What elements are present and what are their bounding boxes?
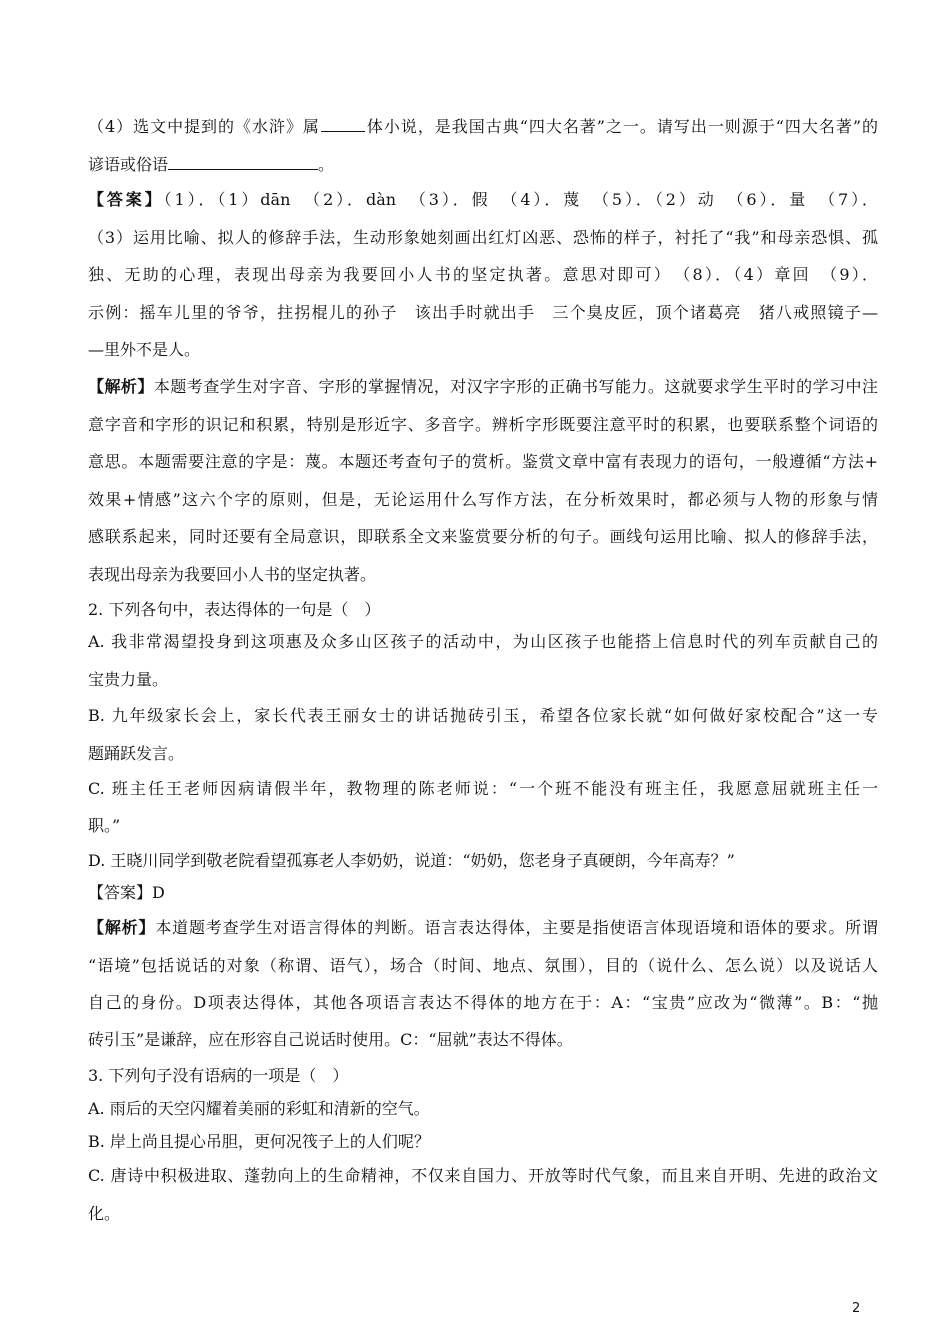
q2-option-b-line2: 题踊跃发言。: [88, 744, 185, 763]
fill-blank: [321, 131, 365, 132]
answer2: 【答案】D: [88, 883, 165, 902]
q3-stem: 3. 下列句子没有语病的一项是（ ）: [88, 1066, 349, 1085]
analysis1-line1: [88, 377, 878, 397]
analysis1-line3: 意思。本题需要注意的字是：蔑。本题还考查句子的赏析。鉴赏文章中富有表现力的语句，一般遵循“方法+: [88, 452, 878, 471]
q1-part4-line1: [88, 117, 878, 137]
answer1-line3: 独、无助的心理，表现出母亲为我要回小人书的坚定执著。意思对即可） （8）．（4）章回 （9）．: [88, 265, 878, 284]
analysis1-text: 本题考查学生对字音、字形的掌握情况，对汉字字形的正确书写能力。这就要求学生平时的学习中注: [153, 377, 878, 396]
answer1-line5: —里外不是人。: [88, 340, 201, 359]
q1-part4-text-b: 体小说，是我国古典“四大名著”之一。请写出一则源于“四大名著”的: [365, 117, 878, 136]
analysis-tag: 【解析】: [88, 377, 154, 396]
analysis1-line6: 表现出母亲为我要回小人书的坚定执著。: [88, 565, 377, 584]
q1-part4-text-d: 。: [318, 155, 335, 174]
fill-blank: [168, 169, 318, 170]
q2-option-a-line1: A. 我非常渴望投身到这项惠及众多山区孩子的活动中，为山区孩子也能搭上信息时代的列车贡献自己的: [88, 632, 878, 651]
answer1-text: （1）．（1）dān （2）．dàn （3）．假 （4）．蔑 （5）．（2）动 （6）．量 （7）．: [163, 190, 878, 209]
analysis2-line2: “语境”包括说话的对象（称谓、语气），场合（时间、地点、氛围），目的（说什么、怎么说）以及说话人: [88, 956, 878, 975]
q1-part4-line2: [88, 155, 878, 175]
q3-option-b: B. 岸上尚且提心吊胆，更何况筏子上的人们呢？: [88, 1132, 430, 1151]
q3-option-c-line1: C. 唐诗中积极进取、蓬勃向上的生命精神，不仅来自国力、开放等时代气象，而且来自开明、先进的政治文: [88, 1166, 878, 1185]
q2-option-c-line2: 职。”: [88, 816, 121, 835]
analysis2-line1: [88, 918, 878, 938]
q2-option-a-line2: 宝贵力量。: [88, 670, 169, 689]
answer1-line4: 示例：摇车儿里的爷爷，拄拐棍儿的孙子 该出手时就出手 三个臭皮匠，顶个诸葛亮 猪八戒照镜子—: [88, 303, 878, 322]
q2-option-b-line1: B. 九年级家长会上，家长代表王丽女士的讲话抛砖引玉，希望各位家长就“如何做好家校配合”这一专: [88, 706, 878, 725]
answer1-line2: （3）运用比喻、拟人的修辞手法，生动形象她刻画出红灯凶恶、恐怖的样子，衬托了“我”和母亲恐惧、孤: [88, 228, 878, 247]
answer1-line1: [88, 190, 878, 210]
answer-tag: 【答案】: [88, 190, 164, 209]
page-number: 2: [852, 1301, 861, 1316]
analysis-tag: 【解析】: [88, 918, 156, 937]
q1-part4-text-c: 谚语或俗语: [88, 155, 169, 174]
analysis2-text: 本道题考查学生对语言得体的判断。语言表达得体，主要是指使语言体现语境和语体的要求。所谓: [155, 918, 878, 937]
q3-option-a: A. 雨后的天空闪耀着美丽的彩虹和清新的空气。: [88, 1099, 430, 1118]
analysis1-line5: 感联系起来，同时还要有全局意识，即联系全文来鉴赏要分析的句子。画线句运用比喻、拟人的修辞手法，: [88, 527, 878, 546]
analysis1-line2: 意字音和字形的识记和积累，特别是形近字、多音字。辨析字形既要注意平时的积累，也要联系整个词语的: [88, 415, 878, 434]
analysis2-line3: 自己的身份。D项表达得体，其他各项语言表达不得体的地方在于：A：“宝贵”应改为“微薄”。B：“抛: [88, 993, 878, 1012]
q1-part4-text-a: （4）选文中提到的《水浒》属: [88, 117, 320, 136]
analysis1-line4: 效果+情感”这六个字的原则，但是，无论运用什么写作方法，在分析效果时，都必须与人物的形象与情: [88, 490, 878, 509]
q3-option-c-line2: 化。: [88, 1204, 121, 1223]
q2-option-d: D. 王晓川同学到敬老院看望孤寡老人李奶奶，说道：“奶奶，您老身子真硬朗，今年高寿？”: [88, 851, 735, 870]
q2-stem: 2. 下列各句中，表达得体的一句是（ ）: [88, 600, 381, 619]
analysis2-line4: 砖引玉”是谦辞，应在形容自己说话时使用。C：“屈就”表达不得体。: [88, 1030, 573, 1049]
q2-option-c-line1: C. 班主任王老师因病请假半年，教物理的陈老师说：“一个班不能没有班主任，我愿意屈就班主任一: [88, 779, 878, 798]
